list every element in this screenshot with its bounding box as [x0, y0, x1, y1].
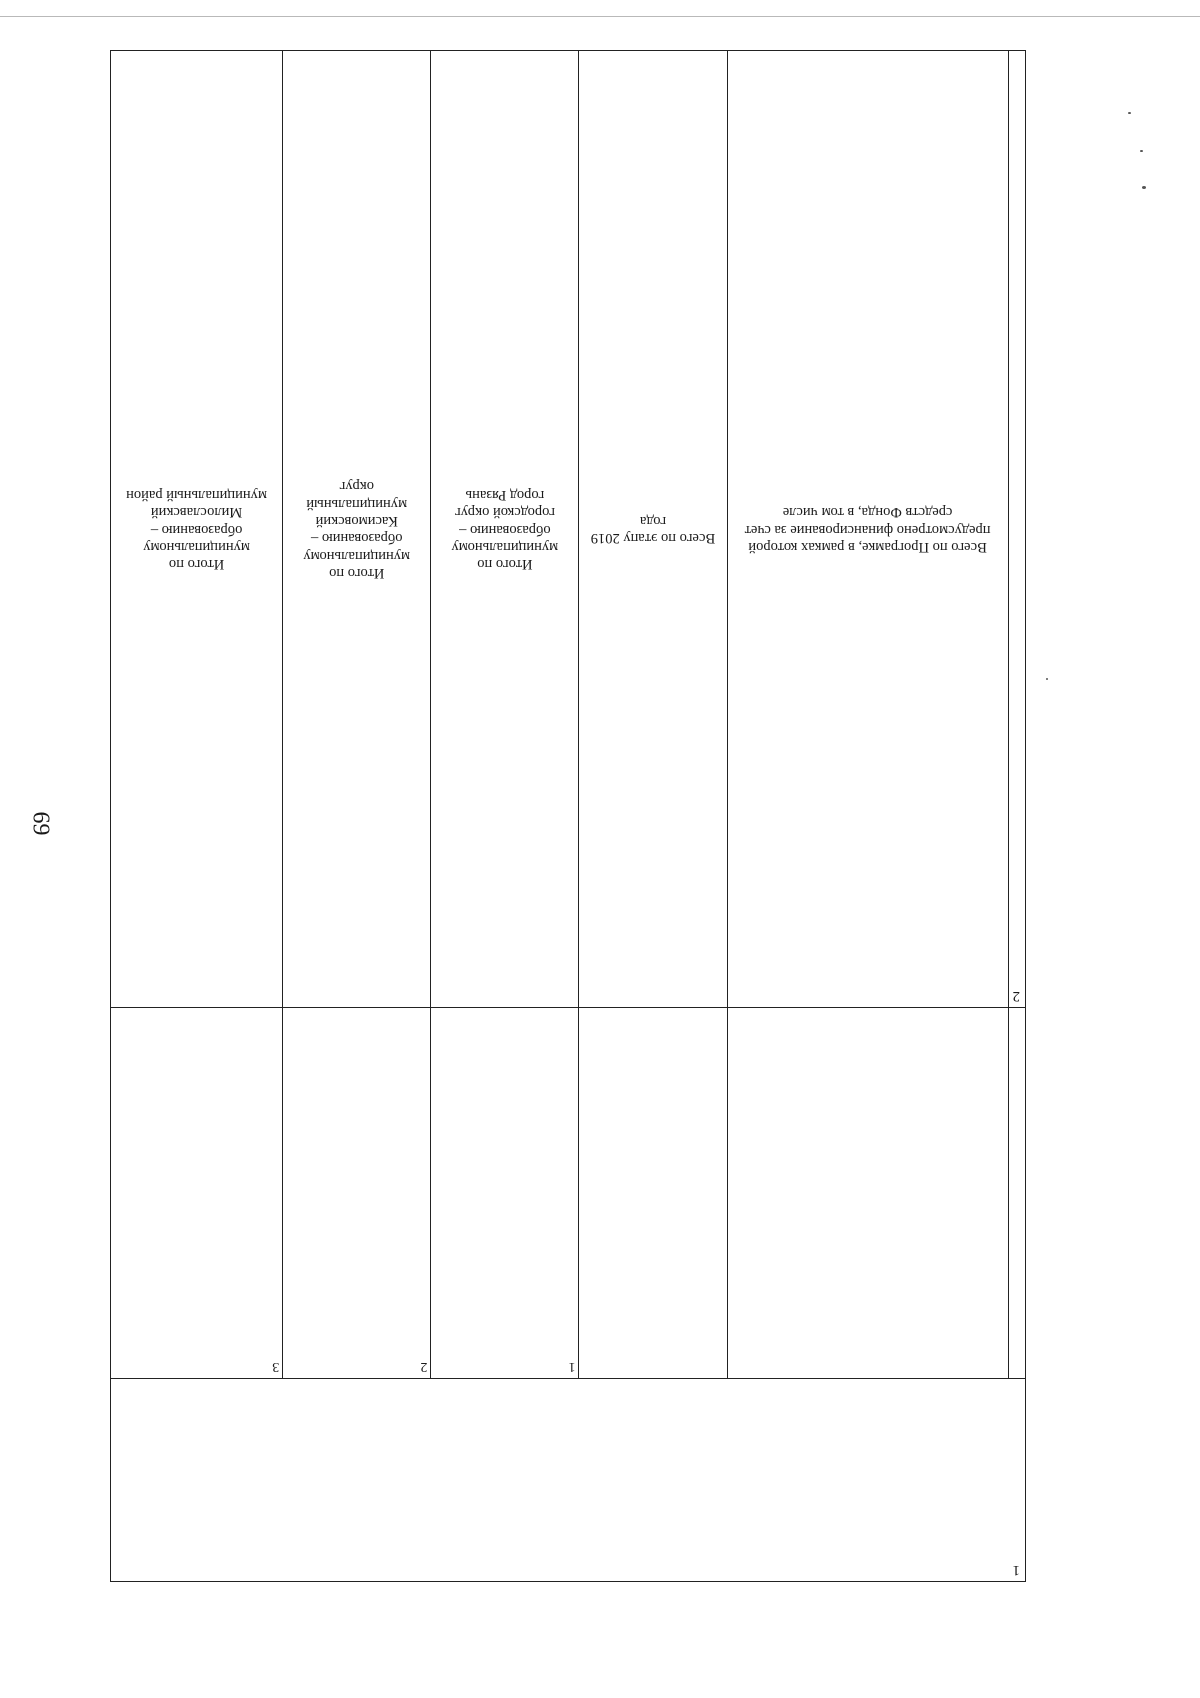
row-name-cell: Итого по муниципальному образованию – Касимовский муниципальный округ [283, 51, 431, 1008]
row-index-cell [727, 1007, 1008, 1378]
scan-speck [1128, 112, 1131, 114]
table-corner-cell [1008, 1007, 1025, 1378]
scan-speck [1046, 678, 1048, 680]
row-name-cell: Итого по муниципальному образованию – городской округ город Рязань [431, 51, 579, 1008]
table-row [111, 1007, 1026, 1378]
row-index-cell: 1 [431, 1007, 579, 1378]
row-name-cell: Итого по муниципальному образованию – Милославский муниципальный район [111, 51, 283, 1008]
page-number: 69 [27, 811, 54, 836]
scan-top-rule [0, 16, 1200, 17]
row-index-cell [579, 1007, 727, 1378]
scan-speck [1142, 186, 1146, 189]
table-row [111, 51, 1026, 1008]
financing-table-sheet [110, 50, 1026, 1582]
scan-speck [1140, 150, 1143, 152]
row-index-cell: 3 [111, 1007, 283, 1378]
financing-table-body [111, 51, 1026, 1582]
row-name-cell: Всего по Програмке, в рамках которой предусмотрено финансирование за счет средств Фонда, в том числе [727, 51, 1008, 1008]
column-number-cell: 1 [111, 1379, 1026, 1582]
column-number-cell: 2 [1008, 51, 1025, 1008]
row-name-cell: Всего по этапу 2019 года [579, 51, 727, 1008]
financing-table [110, 50, 1026, 1582]
table-row [111, 1379, 1026, 1582]
row-index-cell: 2 [283, 1007, 431, 1378]
